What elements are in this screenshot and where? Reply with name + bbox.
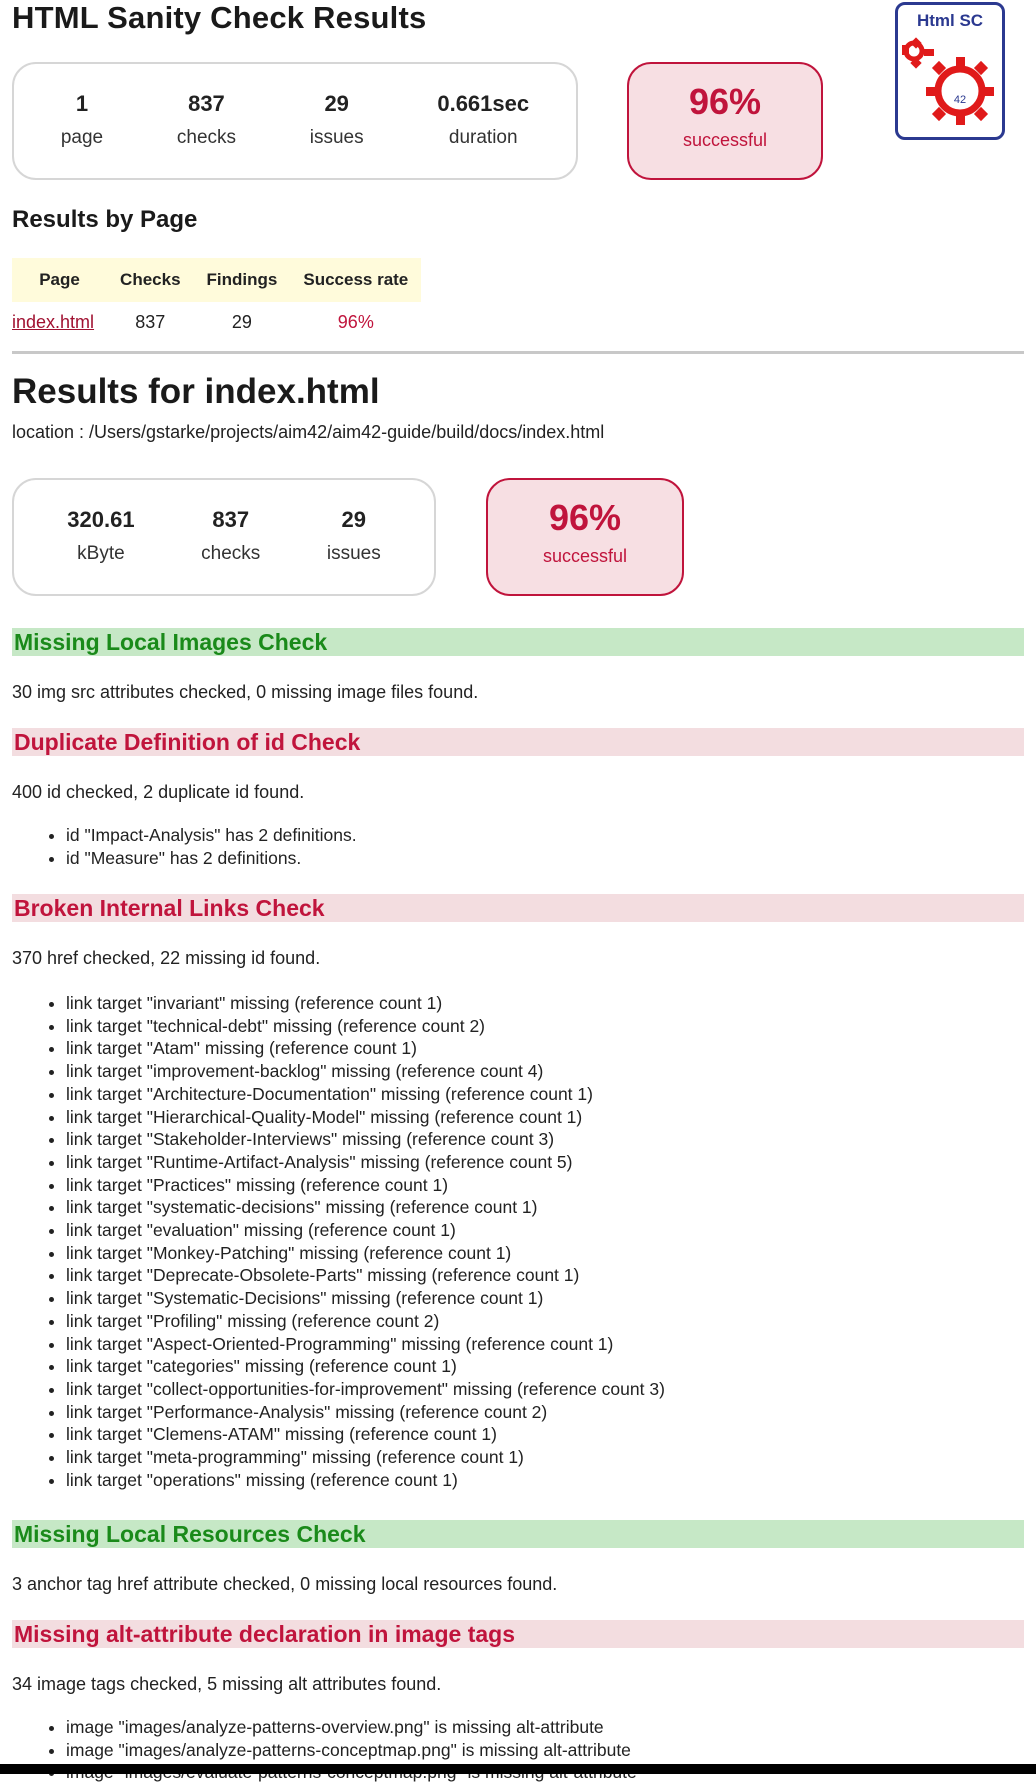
check-summary: 34 image tags checked, 5 missing alt attributes found. <box>12 1674 442 1694</box>
page-success-box <box>486 478 684 596</box>
stat-issues <box>327 506 381 568</box>
page-results-heading: Results for index.html <box>12 372 380 411</box>
check-summary: 3 anchor tag href attribute checked, 0 missing local resources found. <box>12 1574 558 1594</box>
page-title: HTML Sanity Check Results <box>12 0 427 35</box>
column-header-page: Page <box>12 258 107 302</box>
stat-value: 29 <box>341 507 367 532</box>
list-item: • link target "Profiling" missing (reference count 2) <box>66 1310 665 1333</box>
list-item: • link target "Systematic-Decisions" missing (reference count 1) <box>66 1287 665 1310</box>
stat-duration <box>437 90 529 152</box>
success-percentage: 96% <box>548 497 622 538</box>
list-item: • image "images/analyze-patterns-overview.png" is missing alt-attribute <box>66 1716 637 1739</box>
results-by-page-table <box>12 258 421 342</box>
column-header-checks: Checks <box>107 258 193 302</box>
summary-success-box <box>627 62 823 180</box>
stat-pages <box>61 90 103 152</box>
stat-value: 837 <box>212 507 250 532</box>
checks-cell: 837 <box>135 311 166 332</box>
list-item: • link target "technical-debt" missing (reference count 2) <box>66 1015 665 1038</box>
success-rate-cell: 96% <box>337 311 374 332</box>
htmlsc-logo <box>895 2 1005 140</box>
list-item: • link target "Aspect-Oriented-Programming" missing (reference count 1) <box>66 1333 665 1356</box>
list-item: • link target "Performance-Analysis" missing (reference count 2) <box>66 1401 665 1424</box>
check-summary: 370 href checked, 22 missing id found. <box>12 948 321 968</box>
stat-label: checks <box>176 127 237 148</box>
check-header-missing-alt-attribute: Missing alt-attribute declaration in image tags <box>12 1620 1024 1648</box>
check-header-duplicate-id: Duplicate Definition of id Check <box>12 728 1024 756</box>
list-item: • link target "Clemens-ATAM" missing (reference count 1) <box>66 1423 665 1446</box>
logo-text: Html SC <box>916 11 984 30</box>
summary-stats-box <box>12 62 578 180</box>
list-item: • link target "Architecture-Documentation" missing (reference count 1) <box>66 1083 665 1106</box>
list-item: • link target "improvement-backlog" missing (reference count 4) <box>66 1060 665 1083</box>
list-item: • image "images/analyze-patterns-conceptmap.png" is missing alt-attribute <box>66 1739 637 1762</box>
findings-list-broken-links <box>44 992 665 1491</box>
stat-label: page <box>60 127 104 148</box>
list-item: • link target "Practices" missing (reference count 1) <box>66 1174 665 1197</box>
page-stats-box <box>12 478 436 596</box>
stat-value: 29 <box>324 91 349 116</box>
stat-label: kByte <box>77 543 125 564</box>
stat-size <box>67 506 134 568</box>
page-link-index-html[interactable]: index.html <box>12 311 95 332</box>
list-item: • link target "meta-programming" missing (reference count 1) <box>66 1446 665 1469</box>
list-item: • link target "Atam" missing (reference count 1) <box>66 1037 665 1060</box>
stat-value: 0.661sec <box>437 91 530 116</box>
stat-label: duration <box>448 127 518 148</box>
column-header-success-rate: Success rate <box>290 258 421 302</box>
stat-label: issues <box>309 127 364 148</box>
list-item: • link target "Deprecate-Obsolete-Parts" missing (reference count 1) <box>66 1264 665 1287</box>
list-item: • link target "Monkey-Patching" missing (reference count 1) <box>66 1242 665 1265</box>
list-item: • link target "Runtime-Artifact-Analysis" missing (reference count 5) <box>66 1151 665 1174</box>
stat-issues <box>310 90 364 152</box>
check-header-broken-internal-links: Broken Internal Links Check <box>12 894 1024 922</box>
table-row <box>12 302 421 342</box>
column-header-findings: Findings <box>194 258 291 302</box>
findings-cell: 29 <box>231 311 252 332</box>
stat-value: 1 <box>75 91 89 116</box>
list-item: • link target "categories" missing (reference count 1) <box>66 1355 665 1378</box>
check-summary: 400 id checked, 2 duplicate id found. <box>12 782 305 802</box>
stat-label: checks <box>201 543 261 564</box>
list-item: • link target "evaluation" missing (reference count 1) <box>66 1219 665 1242</box>
success-label: successful <box>542 546 628 566</box>
success-label: successful <box>682 130 768 150</box>
stat-checks <box>201 506 260 568</box>
check-summary: 30 img src attributes checked, 0 missing image files found. <box>12 682 479 702</box>
logo-badge: 42 <box>953 94 967 106</box>
list-item: • link target "systematic-decisions" missing (reference count 1) <box>66 1196 665 1219</box>
list-item: • link target "invariant" missing (reference count 1) <box>66 992 665 1015</box>
check-header-missing-local-resources: Missing Local Resources Check <box>12 1520 1024 1548</box>
list-item: • link target "operations" missing (reference count 1) <box>66 1469 665 1492</box>
table-header-row <box>12 258 421 302</box>
page-location: location : /Users/gstarke/projects/aim42/aim42-guide/build/docs/index.html <box>12 422 605 442</box>
stat-checks <box>177 90 236 152</box>
results-by-page-heading: Results by Page <box>12 206 198 233</box>
list-item: • link target "Hierarchical-Quality-Model" missing (reference count 1) <box>66 1106 665 1129</box>
list-item: • link target "collect-opportunities-for-improvement" missing (reference count 3) <box>66 1378 665 1401</box>
bottom-edge-bar <box>0 1764 1036 1774</box>
page-cell <box>12 302 107 342</box>
findings-list-duplicate-id <box>44 824 357 869</box>
section-divider <box>12 351 1024 354</box>
check-header-missing-local-images: Missing Local Images Check <box>12 628 1024 656</box>
list-item: • id "Impact-Analysis" has 2 definitions. <box>66 824 357 847</box>
list-item: • id "Measure" has 2 definitions. <box>66 847 357 870</box>
list-item: • link target "Stakeholder-Interviews" missing (reference count 3) <box>66 1128 665 1151</box>
stat-value: 320.61 <box>67 507 135 532</box>
success-percentage: 96% <box>688 81 762 122</box>
stat-label: issues <box>326 543 381 564</box>
stat-value: 837 <box>188 91 225 116</box>
